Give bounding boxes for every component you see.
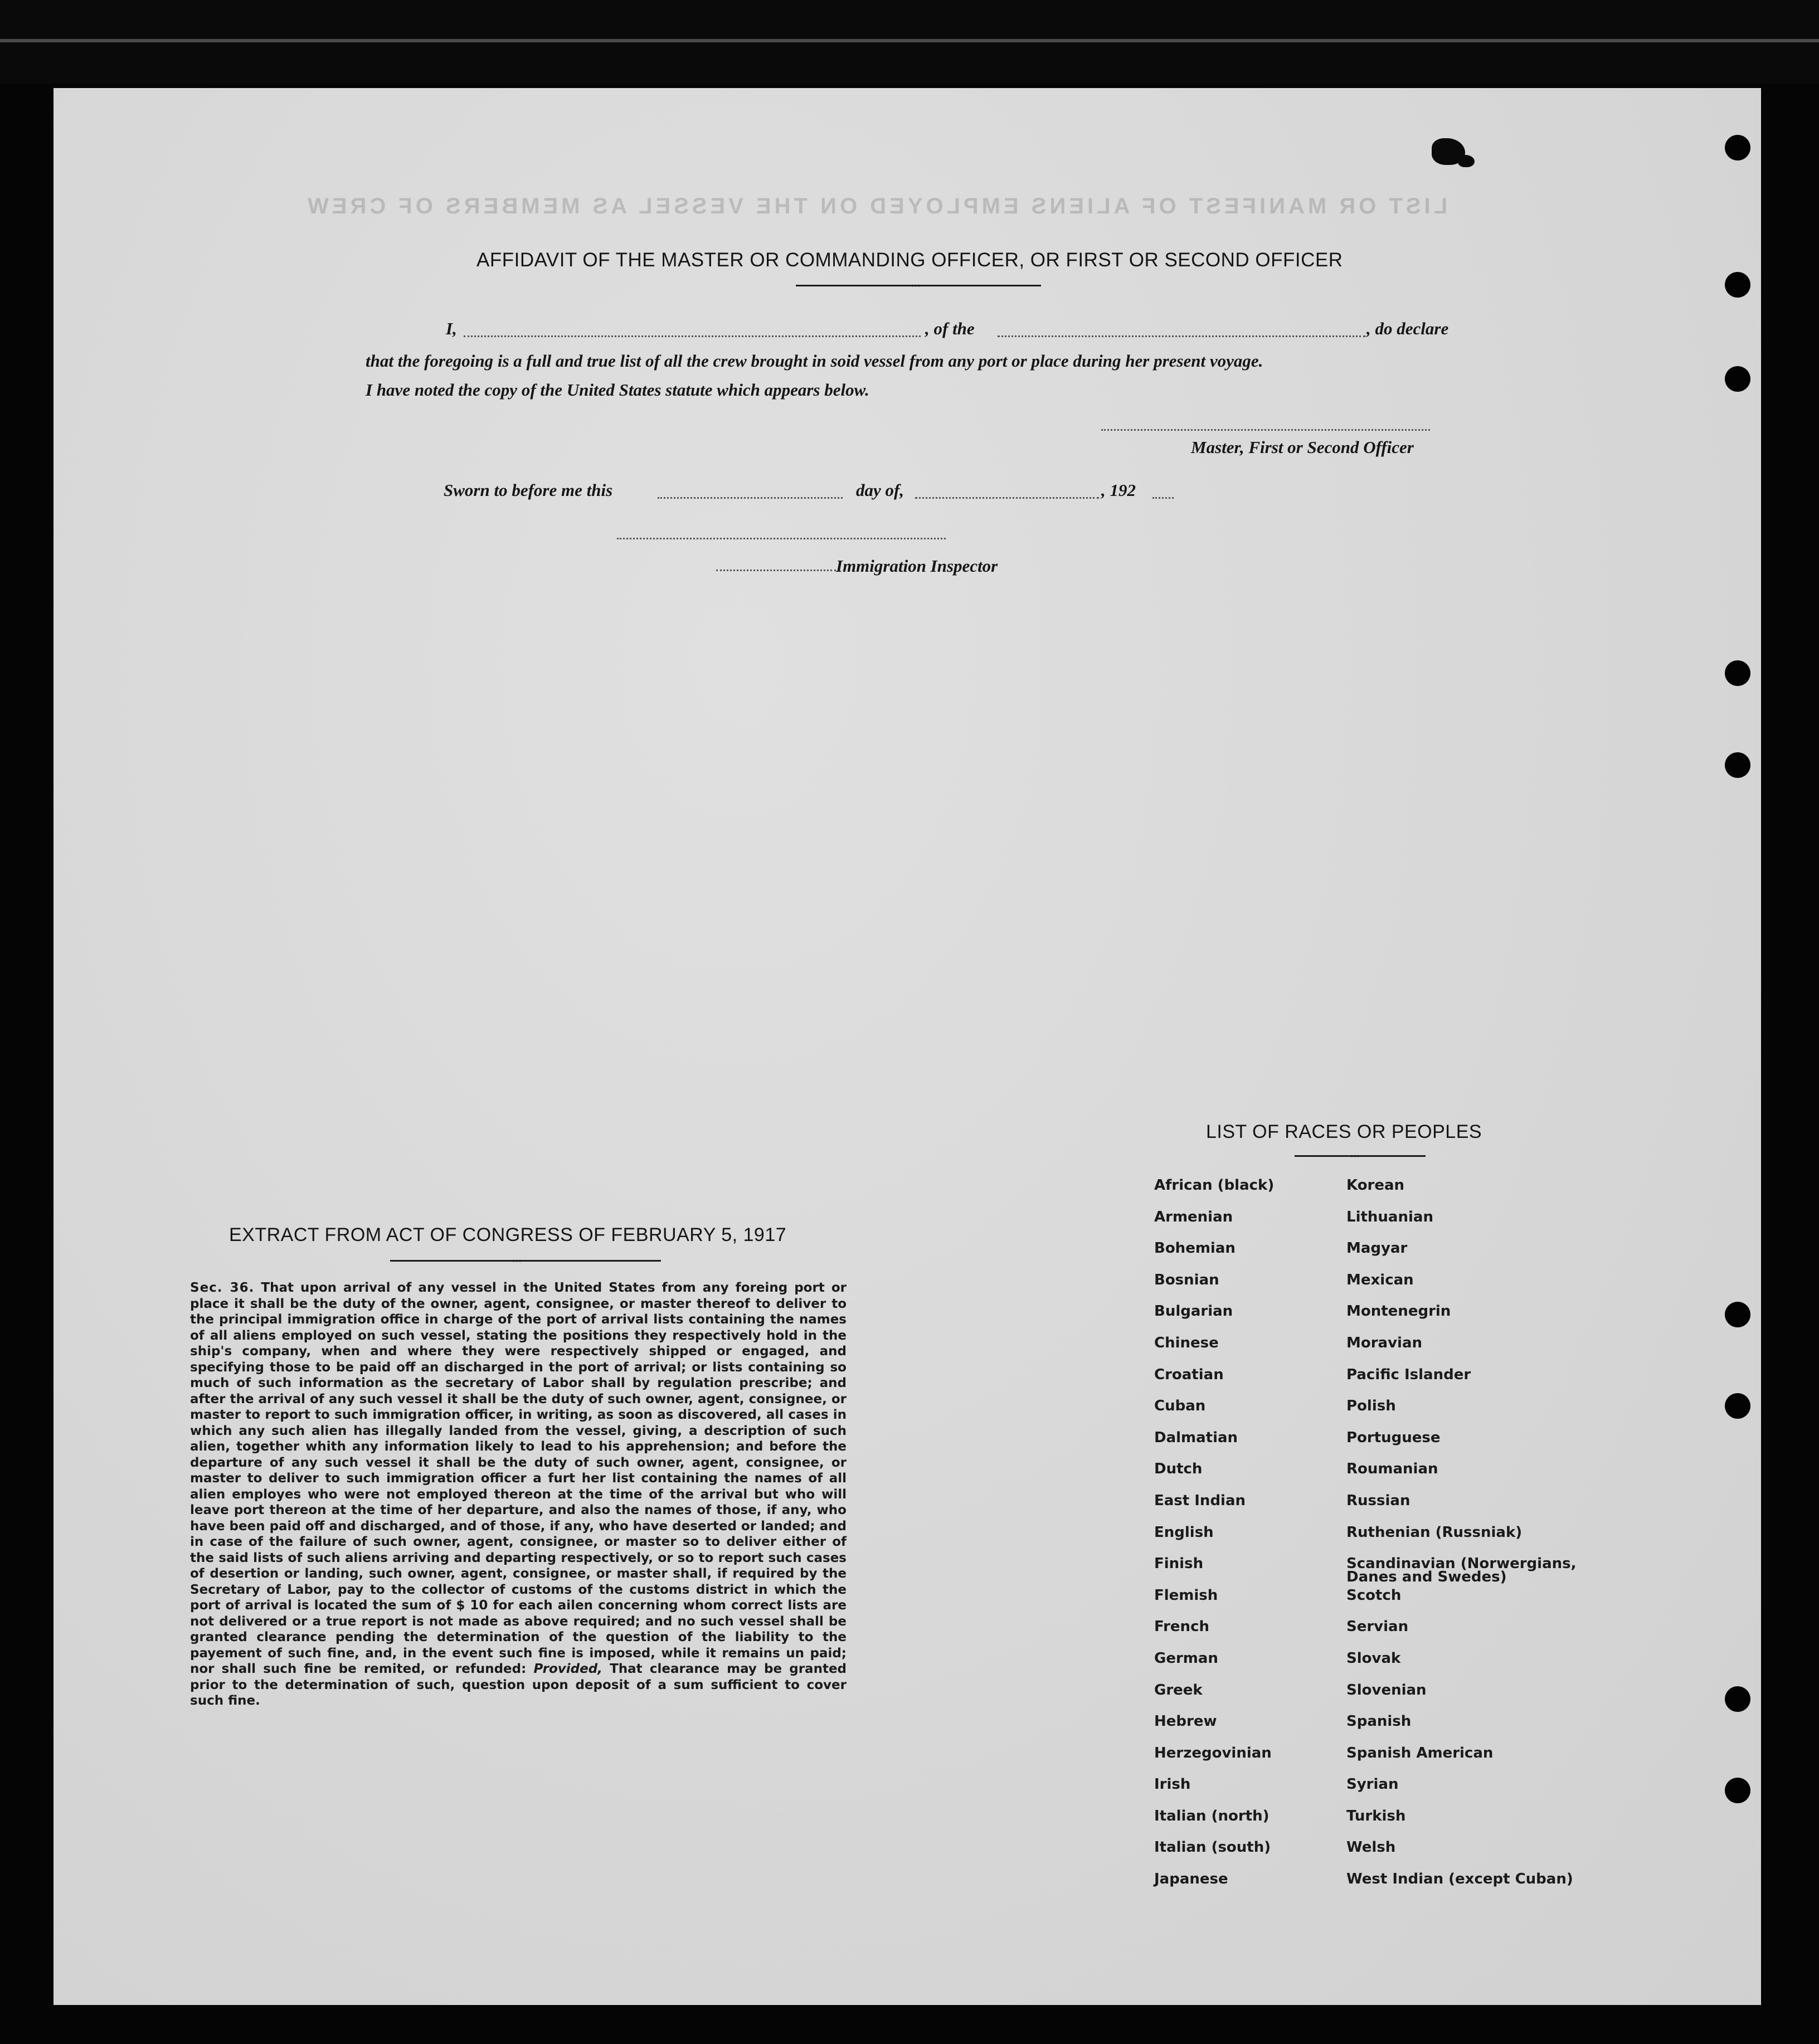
race-item: Bulgarian xyxy=(1154,1303,1233,1320)
race-item: Servian xyxy=(1346,1618,1409,1636)
race-item: Cuban xyxy=(1154,1398,1206,1415)
sworn-year-field[interactable] xyxy=(1152,497,1174,499)
punch-hole xyxy=(1725,1686,1750,1712)
inspector-name-field[interactable] xyxy=(716,570,836,571)
race-item: Lithuanian xyxy=(1346,1208,1433,1225)
race-item: Finish xyxy=(1154,1555,1204,1573)
name-field[interactable] xyxy=(464,335,921,337)
race-item: Syrian xyxy=(1346,1776,1399,1793)
race-item: Slovenian xyxy=(1346,1681,1427,1699)
bleed-through-heading: LIST OR MANIFEST OF ALIENS EMPLOYED ON THE VESSEL AS MEMBERS OF CREW xyxy=(304,194,1448,218)
race-item: Japanese xyxy=(1154,1871,1228,1888)
act-section-text xyxy=(190,1280,847,1709)
year-label: , 192 xyxy=(1101,480,1136,500)
race-item: Flemish xyxy=(1154,1586,1218,1604)
section-label: Sec. 36. xyxy=(190,1281,255,1295)
races-title: LIST OF RACES OR PEOPLES xyxy=(1206,1121,1482,1142)
race-item: Pacific Islander xyxy=(1346,1366,1471,1383)
race-item: Italian (south) xyxy=(1154,1839,1271,1856)
do-declare-label: , do declare xyxy=(1366,319,1449,338)
ink-blot xyxy=(1458,155,1475,167)
race-item: German xyxy=(1154,1649,1218,1667)
race-item: Hebrew xyxy=(1154,1713,1217,1730)
affidavit-title: AFFIDAVIT OF THE MASTER OR COMMANDING OFFICER, OR FIRST OR SECOND OFFICER xyxy=(476,249,1343,271)
race-item: Mexican xyxy=(1346,1271,1414,1288)
title-ornament: ••• xyxy=(911,281,921,290)
race-item: East Indian xyxy=(1154,1492,1246,1509)
act-title: EXTRACT FROM ACT OF CONGRESS OF FEBRUARY 5, 1917 xyxy=(229,1224,787,1245)
act-title-underline xyxy=(390,1260,661,1262)
race-item: Montenegrin xyxy=(1346,1303,1451,1320)
race-item: Croatian xyxy=(1154,1366,1224,1383)
race-item: Welsh xyxy=(1346,1839,1396,1856)
master-signature-field[interactable] xyxy=(1101,429,1430,431)
race-item: Scotch xyxy=(1346,1586,1402,1604)
punch-hole xyxy=(1725,1778,1750,1803)
race-item: Russian xyxy=(1346,1492,1411,1509)
sworn-line xyxy=(444,480,1174,503)
race-item: Bohemian xyxy=(1154,1240,1236,1257)
race-item: Korean xyxy=(1346,1177,1405,1194)
race-item: Greek xyxy=(1154,1681,1203,1699)
punch-hole xyxy=(1725,660,1750,686)
race-item: Spanish American xyxy=(1346,1744,1494,1761)
master-label: Master, First or Second Officer xyxy=(1191,437,1414,457)
sworn-label: Sworn to before me this xyxy=(444,480,613,500)
race-item: Polish xyxy=(1346,1398,1396,1415)
section-body: That upon arrival of any vessel in the United States from any foreing port or place it shall be the duty of the owner, agent, consignee, or master thereof to deliver to the principal immigration office in charge of the port of arrival lists containing the names of all aliens employed on such vessel, stating the positions they respectively hold in the ship's company, when and where they were respectively shipped or engaged, and specifying those to be paid off an discharged in the port of arrival; or lists containing so much of such information as the secretary of Labor shall by regulation prescribe; and after the arrival of any such vessel it shall be the duty of such owner, agent, consignee, or master to report to such immigration officer, in writing, as soon as discovered, all cases in which any such alien has illegally landed from the vessel, giving, a description of such alien, together whith any information likely to lead to his apprehension; and before the departure of any such vessel it shall be the duty of such owner, agent, consignee, or master to deliver to such immigration officer a furt her list containing the names of all alien employes who were not employed thereon at the time of the arrival but who will leave port thereon at the time of her departure, and also the names of those, if any, who have been paid off and discharged, and of those, if any, who have deserted or landed; and in case of the failure of such owner, agent, consignee, or master so to deliver either of the said lists of such aliens arriving and departing respectively, or so to report such cases of desertion or landing, such owner, agent, consignee, or master shall, if required by the Secretary of Labor, pay to the collector of customs of the customs district in which the port of arrival is located the sum of $ 10 for each ailen concerning whom correct lists are not delivered or a true report is not made as above required; and no such vessel shall be granted clearance pending the determination of the question of the liability to the payement of such fine, and, in the event such fine is imposed, while it remains un paid; nor shall such fine be remited, or refunded: xyxy=(190,1281,847,1676)
race-item: Spanish xyxy=(1346,1713,1412,1730)
race-item: Scandinavian (Norwergians, Danes and Swedes) xyxy=(1346,1555,1577,1586)
races-column-1 xyxy=(1154,1179,1274,1904)
race-item: Turkish xyxy=(1346,1807,1406,1824)
inspector-signature-field[interactable] xyxy=(617,538,946,539)
race-item: Roumanian xyxy=(1346,1461,1438,1478)
race-item: English xyxy=(1154,1524,1214,1541)
vessel-field[interactable] xyxy=(998,335,1365,337)
race-item: French xyxy=(1154,1618,1209,1636)
race-item: West Indian (except Cuban) xyxy=(1346,1871,1573,1888)
race-item: Dutch xyxy=(1154,1461,1203,1478)
i-label: I, xyxy=(446,319,457,338)
inspector-label: Immigration Inspector xyxy=(836,556,998,576)
act-title-ornament: ••• xyxy=(512,1256,522,1265)
race-item: Chinese xyxy=(1154,1334,1219,1351)
race-item: Irish xyxy=(1154,1776,1191,1793)
of-the-label: , of the xyxy=(925,319,975,338)
race-item: Ruthenian (Russniak) xyxy=(1346,1524,1523,1541)
races-column-2 xyxy=(1346,1179,1576,1904)
proviso-word: Provided, xyxy=(533,1662,602,1676)
day-of-label: day of, xyxy=(856,480,904,500)
declaration-line-1 xyxy=(446,319,1471,341)
punch-hole xyxy=(1725,1302,1750,1327)
race-item: Portuguese xyxy=(1346,1429,1441,1446)
race-item: Magyar xyxy=(1346,1240,1408,1257)
race-item: Bosnian xyxy=(1154,1271,1219,1288)
race-item: African (black) xyxy=(1154,1177,1275,1194)
punch-hole xyxy=(1725,272,1750,298)
race-item: Dalmatian xyxy=(1154,1429,1238,1446)
declaration-line-3: I have noted the copy of the United States statute which appears below. xyxy=(366,380,869,400)
sworn-day-field[interactable] xyxy=(658,497,843,499)
punch-hole xyxy=(1725,752,1750,778)
race-item: Armenian xyxy=(1154,1208,1233,1225)
scan-top-border xyxy=(0,0,1819,84)
race-item: Herzegovinian xyxy=(1154,1744,1272,1761)
race-item: Italian (north) xyxy=(1154,1807,1270,1824)
punch-hole xyxy=(1725,366,1750,392)
punch-hole xyxy=(1725,1393,1750,1419)
section-body-end: That clearance may be granted prior to the determination of such, question upon deposit of a sum sufficient to cover such fine. xyxy=(190,1662,847,1708)
race-item: Moravian xyxy=(1346,1334,1423,1351)
declaration-line-2: that the foregoing is a full and true list of all the crew brought in soid vessel from any port or place during her present voyage. xyxy=(366,351,1263,371)
races-title-ornament: ••• xyxy=(1350,1151,1360,1160)
sworn-month-field[interactable] xyxy=(915,497,1099,499)
punch-hole xyxy=(1725,135,1750,160)
race-item: Slovak xyxy=(1346,1649,1401,1667)
